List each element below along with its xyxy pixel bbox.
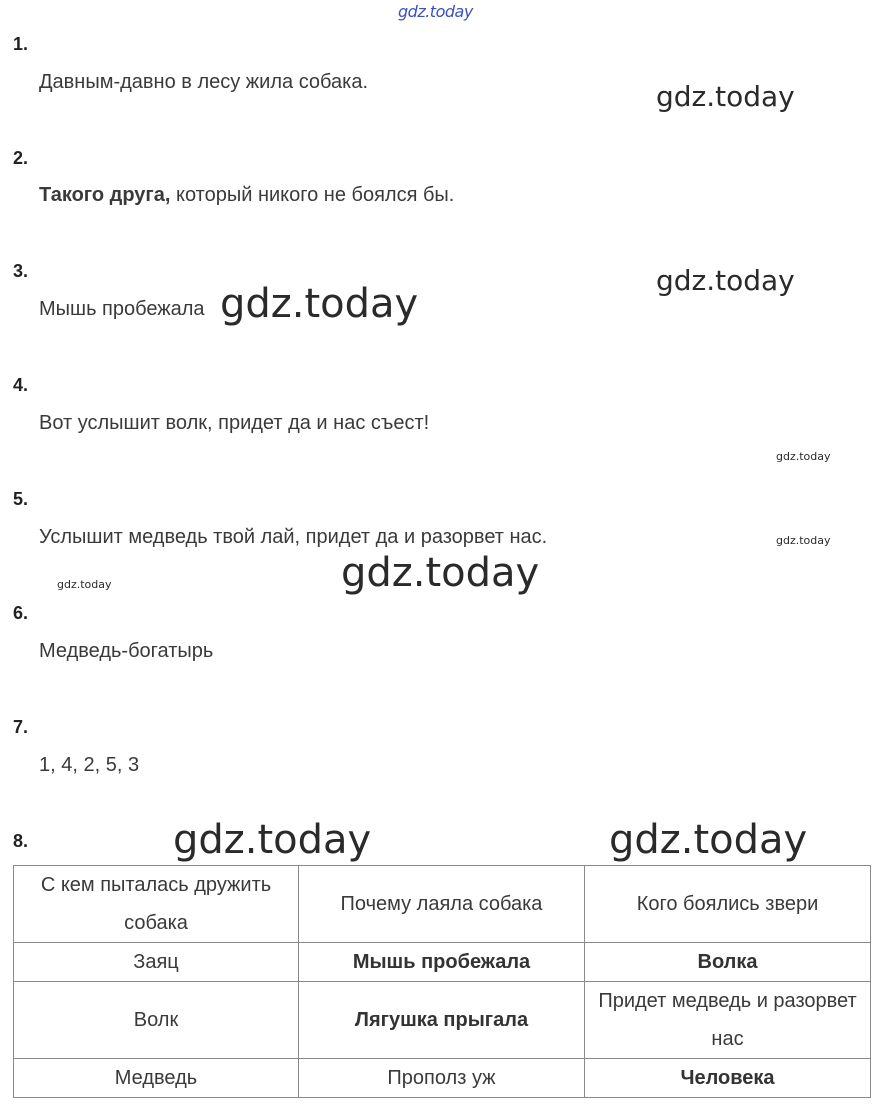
item-answer-2	[39, 184, 454, 207]
item-number-8: 8.	[13, 831, 29, 851]
table-header-cell: Почему лаяла собака	[299, 866, 585, 943]
watermark: gdz.today	[776, 534, 831, 547]
watermark: gdz.today	[341, 550, 540, 596]
table-header-row	[14, 866, 871, 943]
item-answer-4: Вот услышит волк, придет да и нас съест!	[39, 412, 430, 434]
item-number-4: 4.	[13, 375, 29, 395]
item-answer-1: Давным-давно в лесу жила собака.	[39, 71, 369, 93]
item-answer-3: Мышь пробежала	[39, 298, 205, 320]
item-answer-7: 1, 4, 2, 5, 3	[39, 754, 140, 776]
watermark: gdz.today	[173, 817, 372, 863]
table-cell: Придет медведь и разорвет нас	[585, 982, 871, 1059]
table-cell: Медведь	[14, 1059, 299, 1098]
item-number-6: 6.	[13, 603, 29, 623]
watermark-top: gdz.today	[398, 2, 473, 21]
item-answer-6: Медведь-богатырь	[39, 640, 214, 662]
table-cell: Лягушка прыгала	[299, 982, 585, 1059]
item-number-5: 5.	[13, 489, 29, 509]
table-cell: Прополз уж	[299, 1059, 585, 1098]
watermark: gdz.today	[57, 578, 112, 591]
table-header-cell: Кого боялись звери	[585, 866, 871, 943]
item-answer-2-rest: который никого не боялся бы.	[170, 184, 455, 206]
watermark: gdz.today	[776, 450, 831, 463]
item-answer-5: Услышит медведь твой лай, придет да и разорвет нас.	[39, 526, 548, 548]
item-number-7: 7.	[13, 717, 29, 737]
table-cell: Волк	[14, 982, 299, 1059]
item-number-2: 2.	[13, 148, 29, 168]
watermark: gdz.today	[656, 264, 795, 297]
table-header-cell: С кем пыталась дружить собака	[14, 866, 299, 943]
watermark: gdz.today	[656, 80, 795, 113]
table-cell: Человека	[585, 1059, 871, 1098]
table-row	[14, 1059, 871, 1098]
table-cell: Мышь пробежала	[299, 943, 585, 982]
table-cell: Заяц	[14, 943, 299, 982]
watermark: gdz.today	[609, 817, 808, 863]
watermark: gdz.today	[220, 281, 419, 327]
table-row	[14, 982, 871, 1059]
answer-table	[13, 865, 871, 1098]
table-row	[14, 943, 871, 982]
item-number-1: 1.	[13, 34, 29, 54]
item-number-3: 3.	[13, 261, 29, 281]
item-answer-2-bold: Такого друга,	[39, 184, 171, 206]
table-cell: Волка	[585, 943, 871, 982]
